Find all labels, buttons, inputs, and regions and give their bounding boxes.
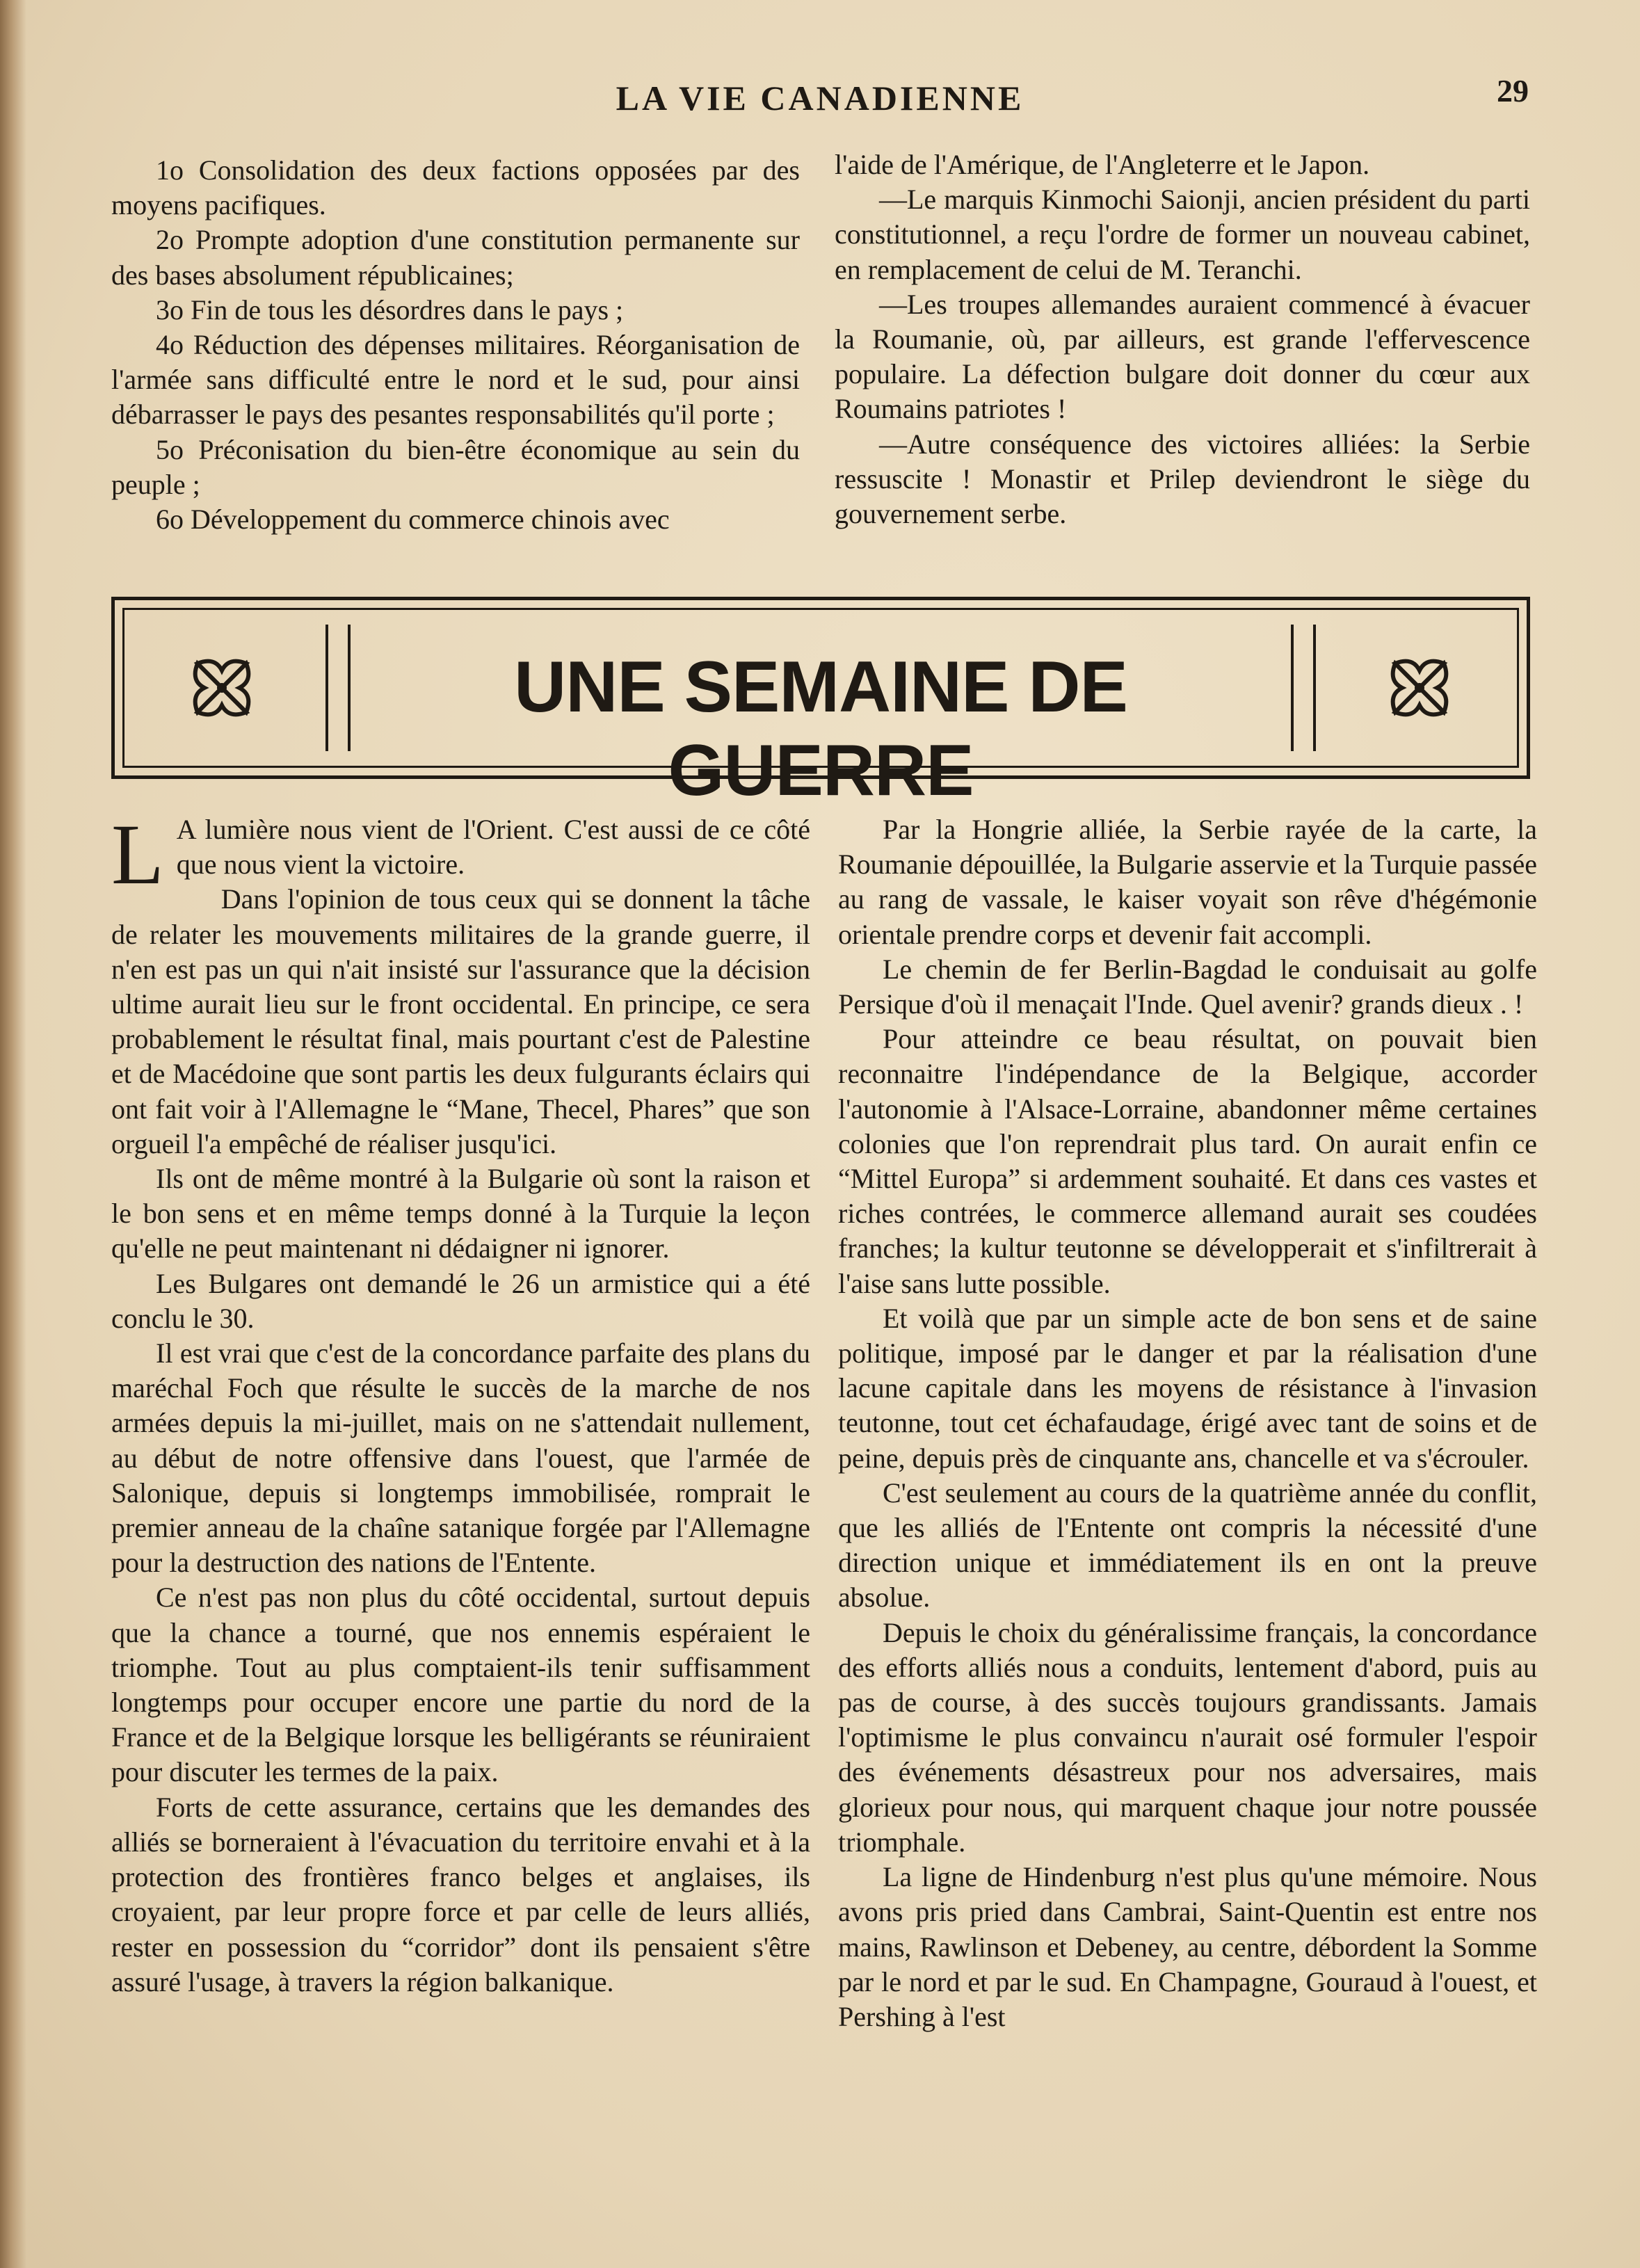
banner-divider-left	[325, 625, 351, 751]
list-item: 4o Réduction des dépenses militaires. Réorganisation de l'armée sans difficulté entre le nord et le sud, pour ainsi débarrasser le pays des pesantes responsabilités qu'il porte ;	[111, 329, 800, 431]
paragraph: Pour atteindre ce beau résultat, on pouvait bien reconnaitre l'indépendance de la Belgique, accorder l'autonomie à l'Alsace-Lorraine, abandonner même certaines colonies que l'on reprendrait plus tard. On aurait enfin ce “Mittel Europa” si ardemment souhaité. Et dans ces vastes et riches contrées, le commerce allemand aurait ses coudées franches; la kultur teutonne se développerait et s'infiltrerait à l'aise sans lutte possible.	[838, 1023, 1537, 1299]
paragraph: —Le marquis Kinmochi Saionji, ancien président du parti constitutionnel, a reçu l'ordre de former un nouveau cabinet, en remplacement de celui de M. Teranchi.	[835, 184, 1530, 285]
list-item: 1o Consolidation des deux factions opposées par des moyens pacifiques.	[111, 154, 800, 221]
paragraph: Le chemin de fer Berlin-Bagdad le conduisait au golfe Persique d'où il menaçait l'Inde. Quel avenir? grands dieux . !	[838, 953, 1537, 1020]
paragraph: —Les troupes allemandes auraient commencé à évacuer la Roumanie, où, par ailleurs, est grande l'effervescence populaire. La défection bulgare doit donner du cœur aux Roumains patriotes !	[835, 288, 1530, 425]
quatrefoil-ornament-icon	[184, 650, 260, 726]
paragraph: Et voilà que par un simple acte de bon sens et de saine politique, imposé par le danger et par la réalisation d'une lacune capitale dans les moyens de résistance à l'invasion teutonne, tout cet échafaudage, érigé avec tant de soins et de peine, depuis près de cinquante ans, chancelle et va s'écrouler.	[838, 1302, 1537, 1474]
list-item: 6o Développement du commerce chinois avec	[156, 504, 670, 536]
section-banner	[111, 597, 1530, 811]
book-spine-shadow	[0, 0, 26, 2268]
drop-cap: L	[111, 807, 164, 902]
paragraph: l'aide de l'Amérique, de l'Angleterre et le Japon.	[835, 149, 1370, 180]
article-left-column	[111, 807, 810, 2000]
list-item: 2o Prompte adoption d'une constitution permanente sur des bases absolument républicaines;	[111, 224, 800, 291]
paragraph: Dans l'opinion de tous ceux qui se donnent la tâche de relater les mouvements militaires de la grande guerre, il n'en est pas un qui n'ait insisté sur l'assurance que la décision ultime aurait lieu sur le front occidental. En principe, ce sera probablement le résultat final, mais pourtant c'est de Palestine et de Macédoine que sont partis les deux fulgurants éclairs qui ont fait voir à l'Allemagne le “Mane, Thecel, Phares” que son orgueil l'a empêché de réaliser jusqu'ici.	[111, 883, 810, 1159]
page-number: 29	[1497, 73, 1529, 108]
article-right-column	[838, 812, 1537, 2034]
lead-text: A lumière nous vient de l'Orient. C'est aussi de ce côté que nous vient la victoire.	[176, 814, 810, 880]
paragraph: Forts de cette assurance, certains que les demandes des alliés se borneraient à l'évacuation du territoire envahi et à la protection des frontières franco belges et anglaises, ils croyaient, par leur propre force et par celle de leurs alliés, rester en possession du “corridor” dont ils pensaient s'être assuré l'usage, à travers la région balkanique.	[111, 1791, 810, 1997]
paragraph: Depuis le choix du généralissime français, la concordance des efforts alliés nous a conduits, lentement d'abord, puis au pas de course, à des succès toujours grandissants. Jamais l'optimisme le plus convaincu n'aurait osé formuler l'espoir des événements désastreux pour nos adversaires, mais glorieux pour nous, qui marquent chaque jour notre poussée triomphale.	[838, 1616, 1537, 1858]
running-title: LA VIE CANADIENNE	[616, 79, 1024, 118]
top-right-column	[835, 147, 1530, 531]
paragraph: Ils ont de même montré à la Bulgarie où sont la raison et le bon sens et en même temps donné à la Turquie la leçon qu'elle ne peut maintenant ni dédaigner ni ignorer.	[111, 1163, 810, 1264]
section-title: UNE SEMAINE DE GUERRE	[514, 647, 1127, 811]
quatrefoil-ornament-icon	[1381, 650, 1458, 726]
paragraph: Ce n'est pas non plus du côté occidental, surtout depuis que la chance a tourné, que nos ennemis espéraient le triomphe. Tout au plus comptaient-ils tenir suffisamment longtemps pour occuper encore une partie du nord de la France et de la Belgique lorsque les belligérants se réuniraient pour discuter les termes de la paix.	[111, 1582, 810, 1788]
list-item: 3o Fin de tous les désordres dans le pays ;	[156, 293, 624, 325]
paragraph: Par la Hongrie alliée, la Serbie rayée de la carte, la Roumanie dépouillée, la Bulgarie asservie et la Turquie passée au rang de vassale, le kaiser voyait son rêve d'hégémonie orientale prendre corps et devenir fait accompli.	[838, 814, 1537, 950]
banner-divider-right	[1291, 625, 1316, 751]
paragraph: Il est vrai que c'est de la concordance parfaite des plans du maréchal Foch que résulte le succès de la marche de nos armées depuis la mi-juillet, mais on ne s'attendait nullement, au début de notre offensive dans l'ouest, que l'armée de Salonique, depuis si longtemps immobilisée, romprait le premier anneau de la chaîne satanique forgée par l'Allemagne pour la destruction des nations de l'Entente.	[111, 1337, 810, 1579]
paragraph: C'est seulement au cours de la quatrième année du conflit, que les alliés de l'Entente ont compris la nécessité d'une direction unique et immédiatement ils en ont la preuve absolue.	[838, 1477, 1537, 1614]
list-item: 5o Préconisation du bien-être économique au sein du peuple ;	[111, 433, 800, 500]
paragraph: Les Bulgares ont demandé le 26 un armistice qui a été conclu le 30.	[111, 1267, 810, 1334]
paragraph: La ligne de Hindenburg n'est plus qu'une mémoire. Nous avons pris pried dans Cambrai, Saint-Quentin est entre nos mains, Rawlinson et Debeney, au centre, débordent la Somme par le nord et par le sud. En Champagne, Gouraud à l'ouest, et Pershing à l'est	[838, 1861, 1537, 2032]
article-lead	[111, 807, 810, 902]
top-left-column	[111, 153, 800, 537]
paragraph: —Autre conséquence des victoires alliées: la Serbie ressuscite ! Monastir et Prilep deviendront le siège du gouvernement serbe.	[835, 428, 1530, 530]
